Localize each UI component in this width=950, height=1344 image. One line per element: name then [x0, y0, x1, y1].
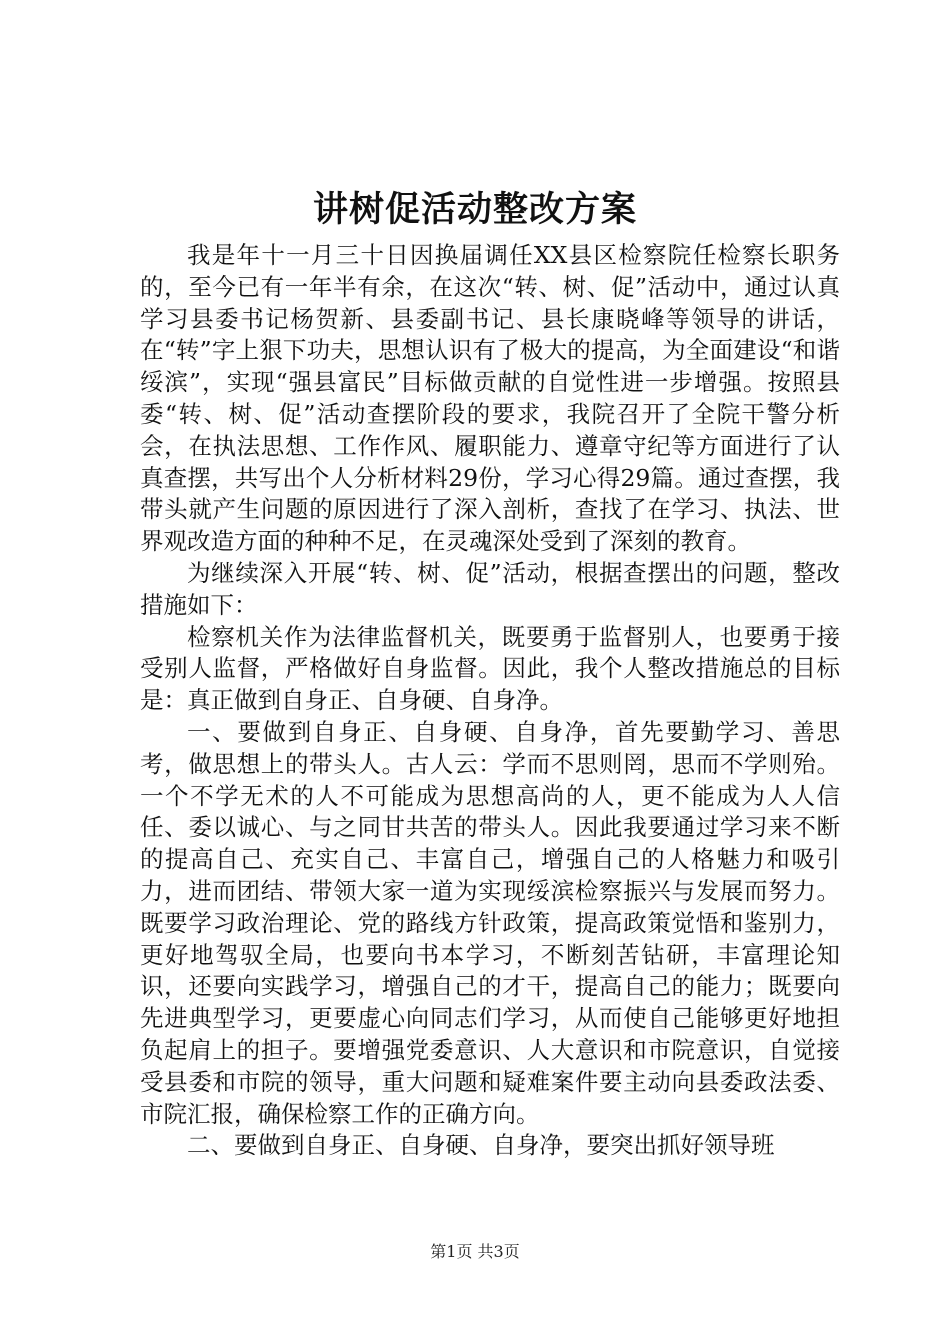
page-number-footer: 第1页 共3页 — [430, 1242, 520, 1261]
paragraph-item-two: 二、要做到自身正、自身硬、自身净，要突出抓好领导班 — [187, 1131, 775, 1160]
document-title: 讲树促活动整改方案 — [312, 189, 637, 230]
paragraph-measures-lead: 为继续深入开展“转、树、促”活动，根据查摆出的问题，整改措施如下： — [140, 558, 840, 619]
paragraph-overall-goal: 检察机关作为法律监督机关，既要勇于监督别人，也要勇于接受别人监督，严格做好自身监督。因此，我个人整改措施总的目标是：真正做到自身正、自身硬、自身净。 — [140, 622, 840, 715]
paragraph-item-one: 一、要做到自身正、自身硬、自身净，首先要勤学习、善思考，做思想上的带头人。古人云：学而不思则罔，思而不学则殆。一个不学无术的人不可能成为思想高尚的人，更不能成为人人信任、委以诚心、与之同甘共苦的带头人。因此我要通过学习来不断的提高自己、充实自己、丰富自己，增强自己的人格魅力和吸引力，进而团结、带领大家一道为实现绥滨检察振兴与发展而努力。既要学习政治理论、党的路线方针政策，提高政策觉悟和鉴别力，更好地驾驭全局，也要向书本学习，不断刻苦钻研，丰富理论知识，还要向实践学习，增强自己的才干，提高自己的能力；既要向先进典型学习，更要虚心向同志们学习，从而使自己能够更好地担负起肩上的担子。要增强党委意识、人大意识和市院意识，自觉接受县委和市院的领导，重大问题和疑难案件要主动向县委政法委、市院汇报，确保检察工作的正确方向。 — [140, 717, 840, 1128]
document-body — [140, 240, 840, 1162]
paragraph-intro: 我是年十一月三十日因换届调任XX县区检察院任检察长职务的，至今已有一年半有余，在这次“转、树、促”活动中，通过认真学习县委书记杨贺新、县委副书记、县长康晓峰等领导的讲话，在“转”字上狠下功夫，思想认识有了极大的提高，为全面建设“和谐绥滨”，实现“强县富民”目标做贡献的自觉性进一步增强。按照县委“转、树、促”活动查摆阶段的要求，我院召开了全院干警分析会，在执法思想、工作作风、履职能力、遵章守纪等方面进行了认真查摆，共写出个人分析材料29份，学习心得29篇。通过查摆，我带头就产生问题的原因进行了深入剖析，查找了在学习、执法、世界观改造方面的种种不足，在灵魂深处受到了深刻的教育。 — [140, 241, 840, 556]
